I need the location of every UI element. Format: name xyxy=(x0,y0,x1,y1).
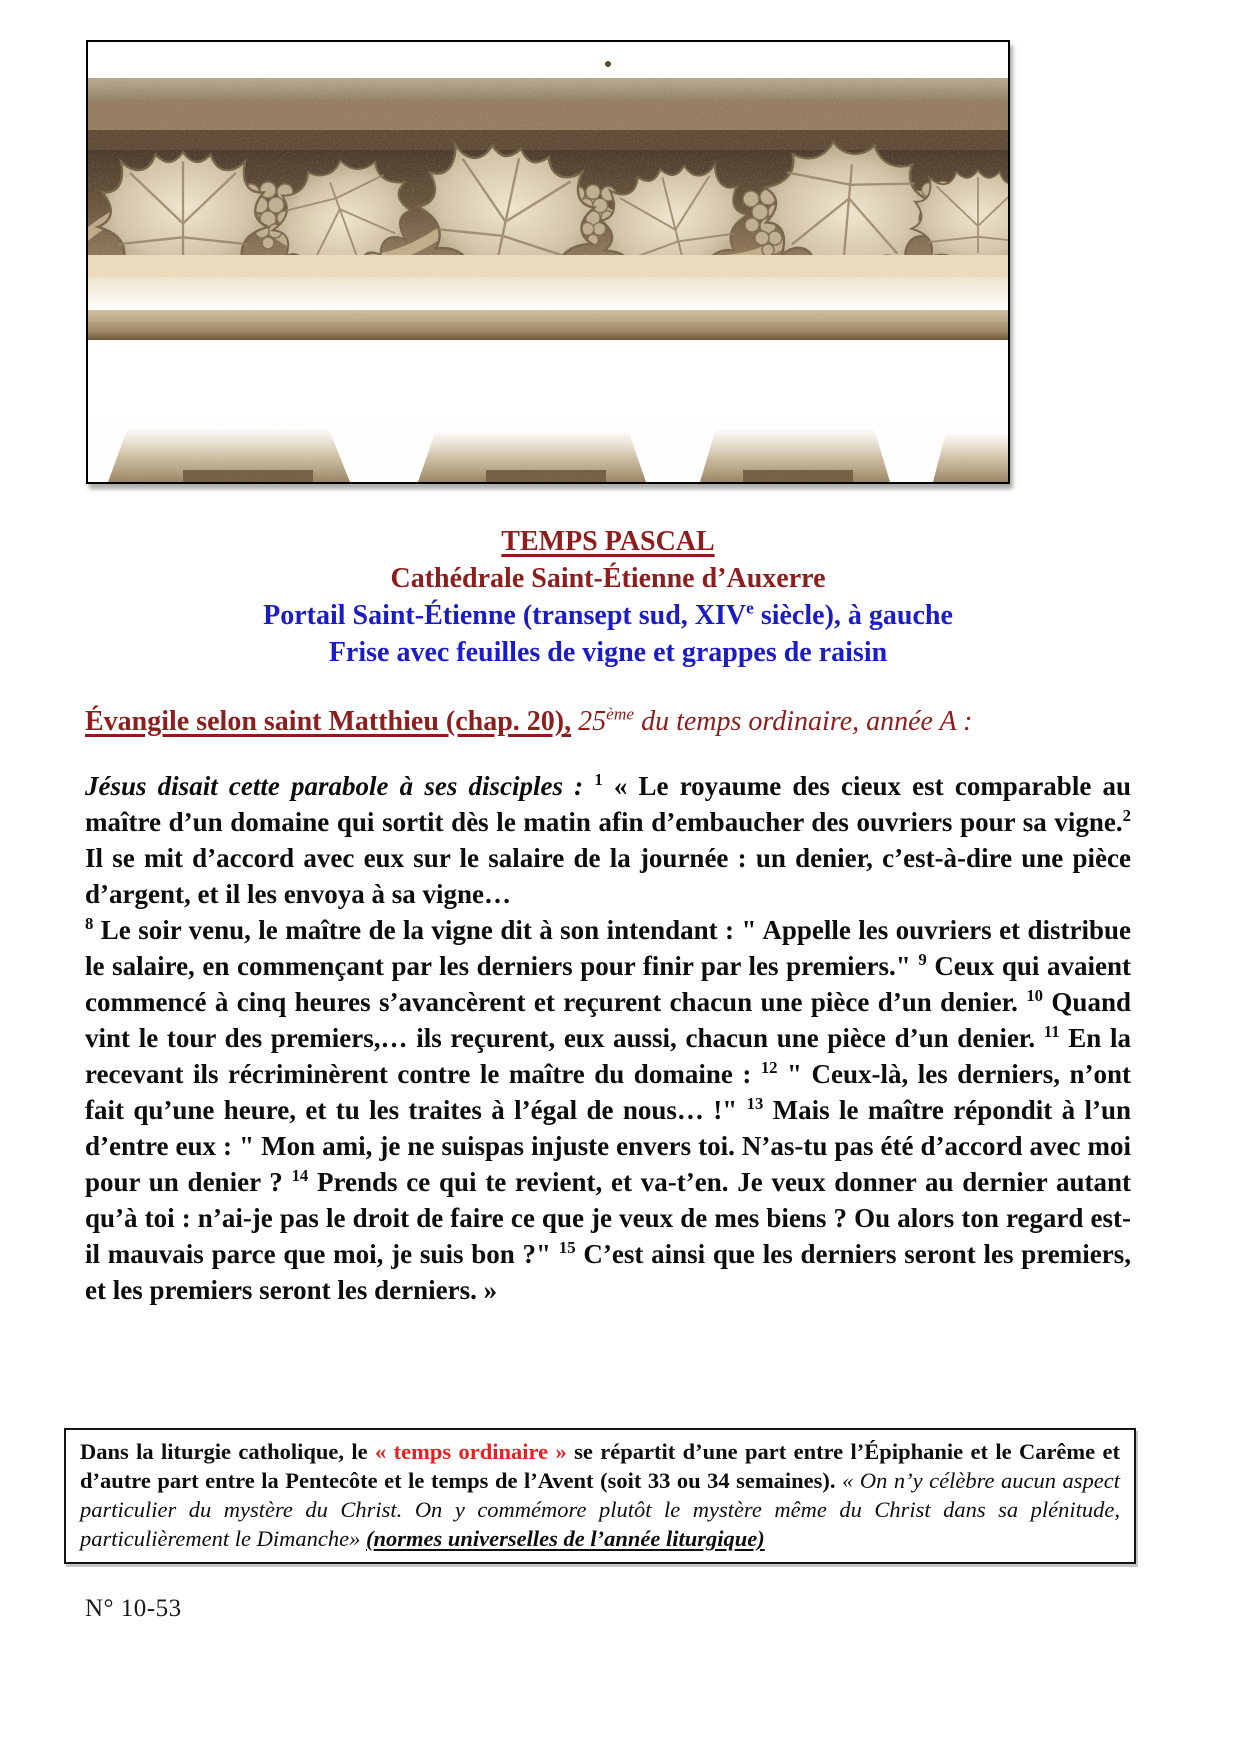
text-segment: Prends ce qui te revient, et va-t’en. Je veux donner au dernier autant qu’à toi : n’ai-je pas le droit de faire ce que je veux de mes biens ? Ou alors ton regard est-il mauvais parce que moi, je suis bon ?" xyxy=(85,1167,1131,1269)
frieze-photo xyxy=(86,40,1010,484)
text-segment: « On n’y célèbre aucun aspect particulier du mystère du Christ. On y commémore plutôt le mystère même du Christ dans sa plénitude, particulièrement le Dimanche» xyxy=(80,1468,1120,1551)
text-segment: Dans la liturgie catholique, le xyxy=(80,1439,376,1464)
title-temps-pascal: TEMPS PASCAL xyxy=(501,526,715,557)
title-portail xyxy=(85,597,1131,634)
superscript-number: 12 xyxy=(760,1058,778,1077)
superscript-number: 10 xyxy=(1026,986,1044,1005)
superscript-number: 13 xyxy=(746,1094,764,1113)
liturgy-note-box xyxy=(64,1428,1136,1564)
text-segment: En la recevant ils récriminèrent contre le maître du domaine : xyxy=(85,1023,1131,1089)
frieze-photo-image xyxy=(88,42,1008,482)
text-segment: Le soir venu, le maître de la vigne dit à son intendant : " Appelle les ouvriers et distribue le salaire, en commençant par les derniers pour finir par les premiers." xyxy=(85,915,1131,981)
superscript-number: 8 xyxy=(85,914,94,933)
gospel-paragraph-2 xyxy=(85,912,1131,1308)
text-segment: C’est ainsi que les derniers seront les premiers, et les premiers seront les derniers. » xyxy=(85,1239,1131,1305)
gospel-paragraph-1 xyxy=(85,768,1131,912)
text-segment: se répartit d’une part entre l’Épiphanie et le Carême et d’autre part entre la Pentecôte et le temps de l’Avent (soit 33 ou 34 semaines). xyxy=(80,1439,1121,1493)
superscript-number: 2 xyxy=(1122,806,1131,825)
document-number: N° 10-53 xyxy=(85,1595,182,1622)
text-segment: Il se mit d’accord avec eux sur le salaire de la journée : un denier, c’est-à-dire une pièce d’argent, et il les envoya à sa vigne… xyxy=(85,843,1131,909)
superscript-number: 9 xyxy=(918,950,927,969)
title-block xyxy=(85,523,1131,671)
title-cathedrale: Cathédrale Saint-Étienne d’Auxerre xyxy=(390,563,826,594)
text-segment: « Le royaume des cieux est comparable au maître d’un domaine qui sortit dès le matin afin d’embaucher des ouvriers pour sa vigne. xyxy=(85,771,1131,837)
text-segment: Évangile selon saint Matthieu (chap. 20), xyxy=(85,706,572,737)
text-segment: Portail Saint-Étienne (transept sud, XIV xyxy=(263,600,747,631)
superscript-number: e xyxy=(746,598,754,618)
page-title xyxy=(85,523,1131,560)
text-segment: (normes universelles de l’année liturgique) xyxy=(365,1526,765,1551)
superscript-number: ème xyxy=(606,704,635,724)
superscript-number: 11 xyxy=(1043,1022,1060,1041)
gospel-heading xyxy=(85,706,1185,738)
text-segment: " Ceux-là, les derniers, n’ont fait qu’une heure, et tu les traites à l’égal de nous… !" xyxy=(85,1059,1131,1125)
text-segment: « temps ordinaire » xyxy=(375,1439,567,1464)
text-segment: siècle), à gauche xyxy=(753,600,953,631)
text-segment: 25 xyxy=(571,706,607,737)
text-segment: Jésus disait cette parabole à ses disciples : xyxy=(85,771,595,801)
title-frise: Frise avec feuilles de vigne et grappes de raisin xyxy=(328,637,888,668)
gospel-text xyxy=(85,768,1131,1308)
text-segment: Mais le maître répondit à l’un d’entre eux : " Mon ami, je ne suispas injuste envers toi. N’as-tu pas été d’accord avec moi pour un denier ? xyxy=(85,1095,1131,1197)
superscript-number: 14 xyxy=(291,1166,309,1185)
superscript-number: 1 xyxy=(594,770,603,789)
superscript-number: 15 xyxy=(558,1238,576,1257)
text-segment: Quand vint le tour des premiers,… ils reçurent, eux aussi, chacun une pièce d’un denier. xyxy=(85,987,1131,1053)
text-segment: Ceux qui avaient commencé à cinq heures s’avancèrent et reçurent chacun une pièce d’un denier. xyxy=(85,951,1131,1017)
text-segment: du temps ordinaire, année A : xyxy=(634,706,973,737)
